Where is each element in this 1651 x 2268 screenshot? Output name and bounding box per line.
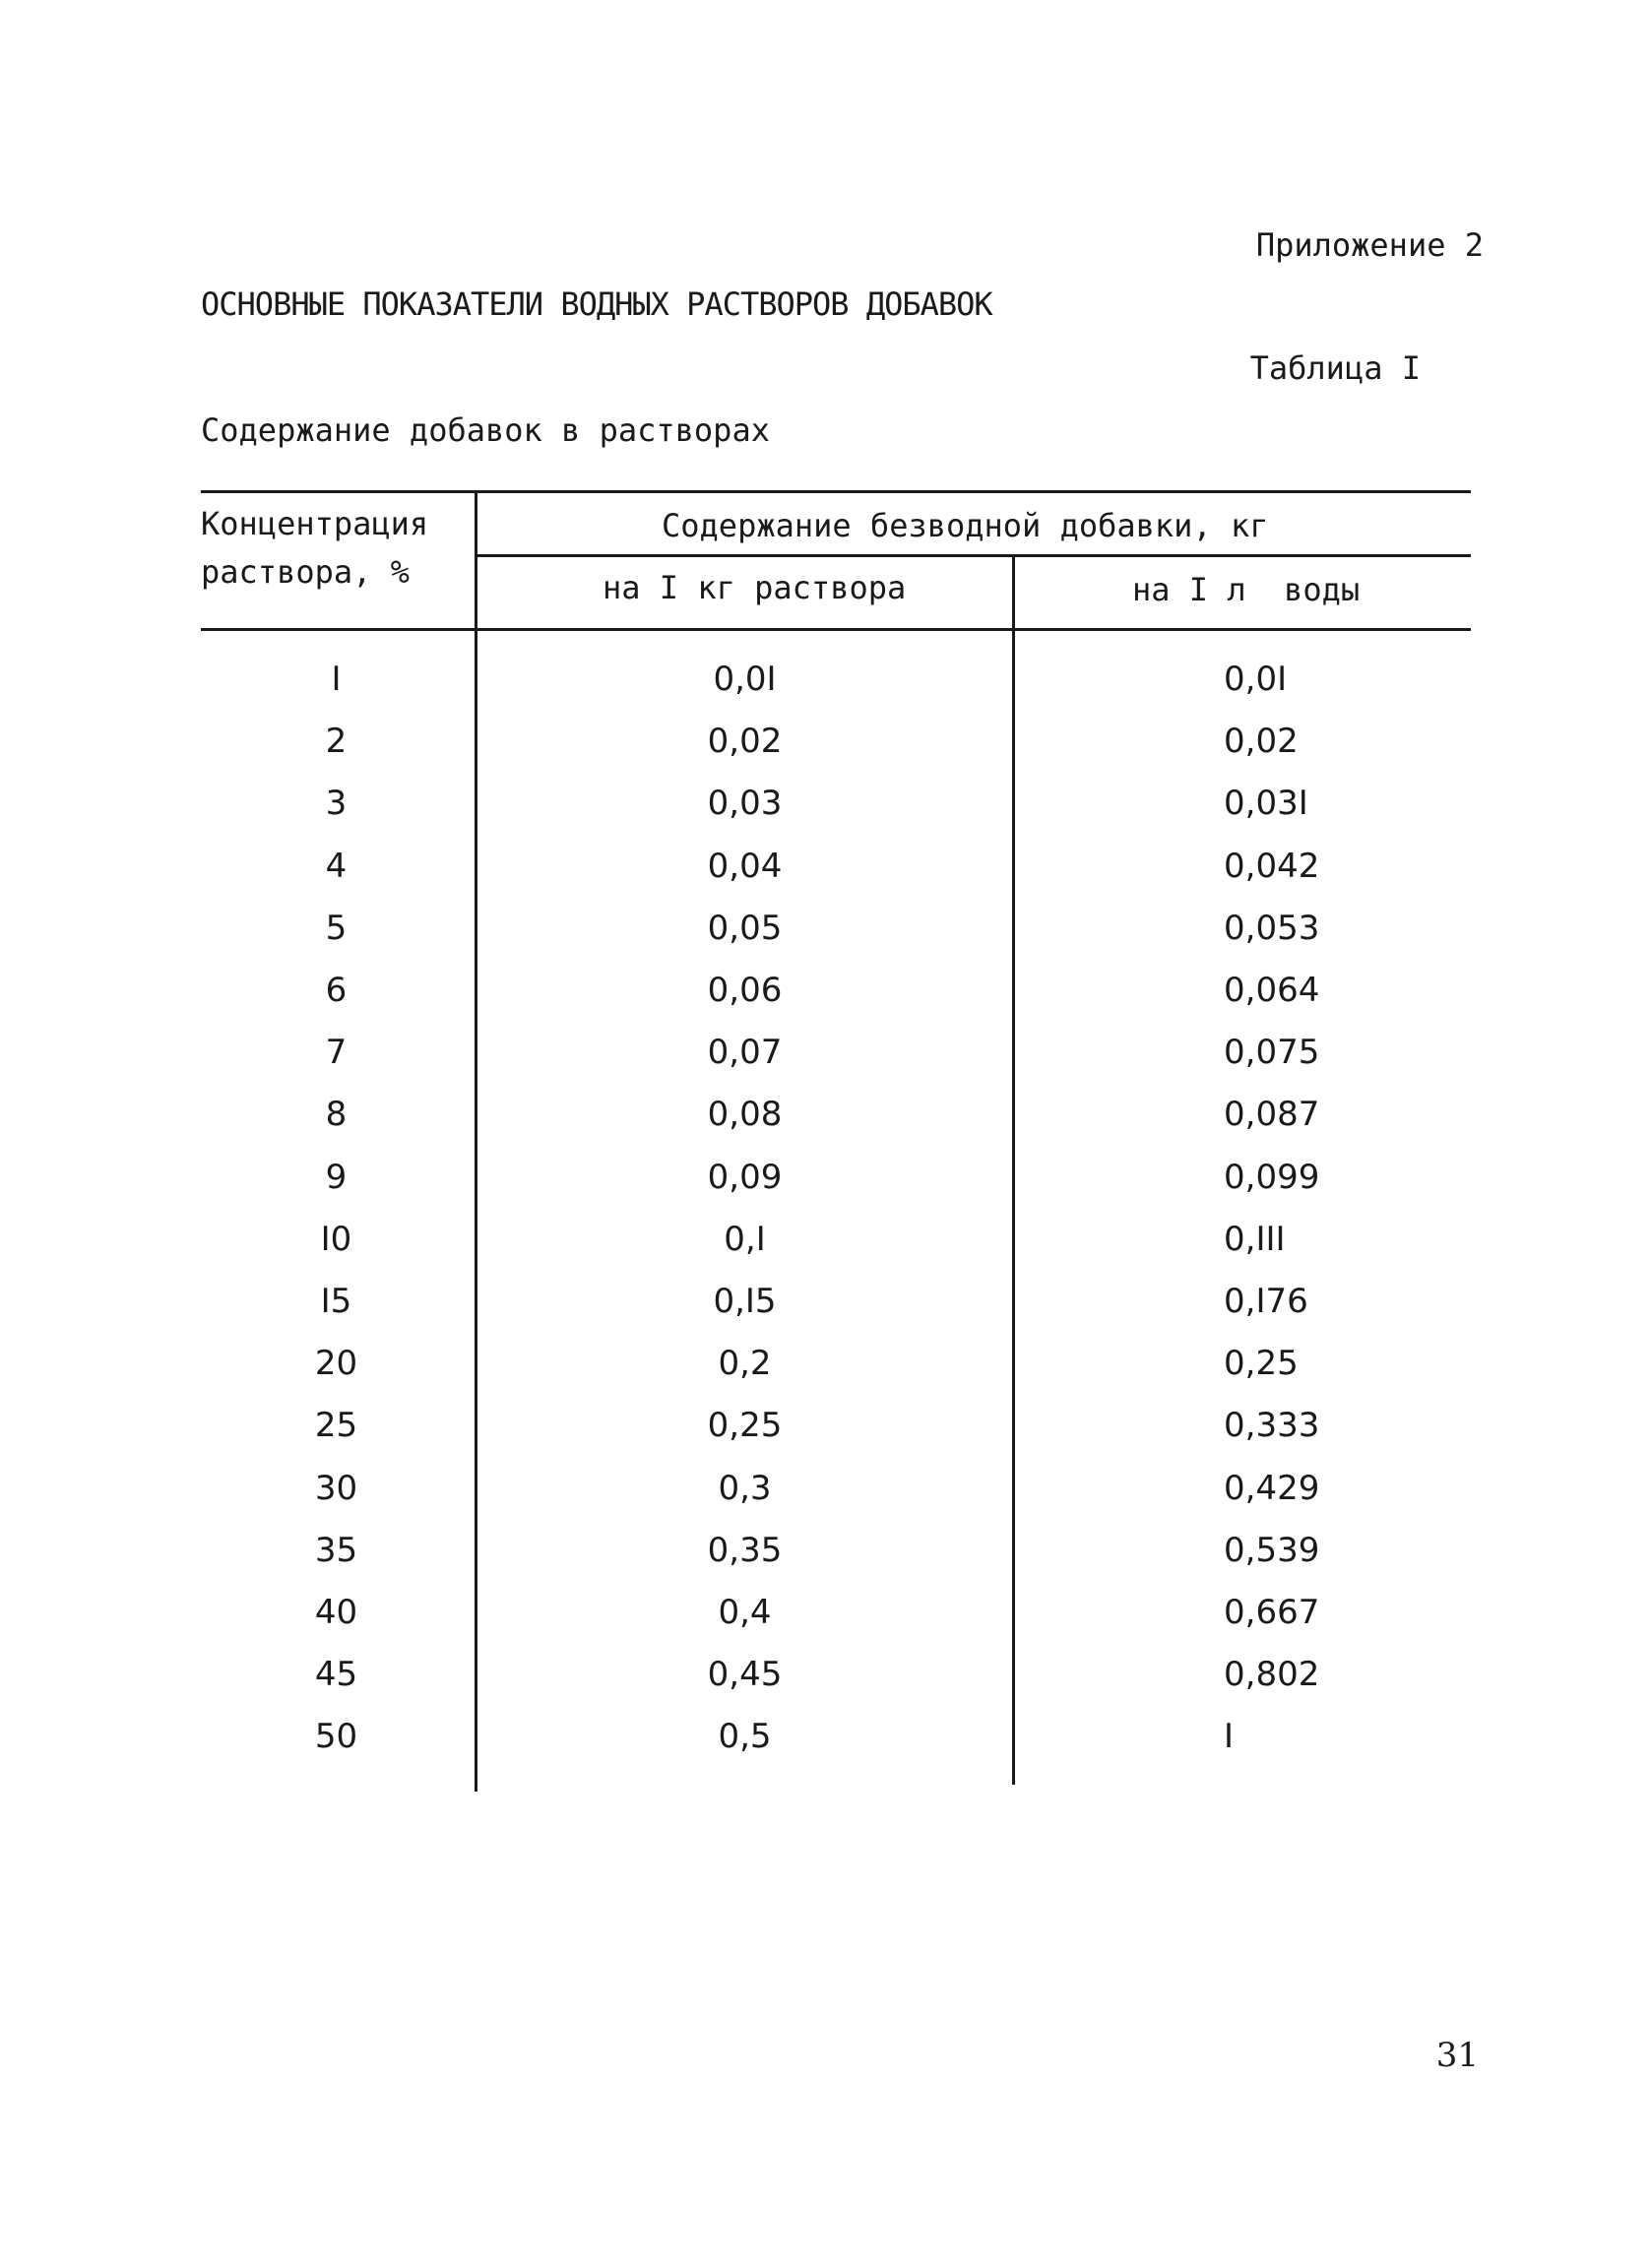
cell-per-liter-water: [1014, 660, 1457, 699]
cell-per-liter-water: [1014, 784, 1457, 823]
group-header: Содержание безводной добавки, кг: [662, 507, 1269, 544]
cell-per-liter-water: [1014, 1717, 1457, 1756]
table-header-bottom-rule: [201, 628, 1471, 631]
cell-per-liter-water: [1014, 722, 1457, 761]
cell-per-liter-water: [1014, 909, 1457, 948]
cell-per-liter-water: [1014, 1406, 1457, 1445]
cell-value: 0,429: [1224, 1469, 1320, 1508]
cell-value: 0,064: [1224, 971, 1320, 1010]
cell-per-kg-solution: 0,I5: [713, 1282, 777, 1321]
cell-per-kg-solution: 0,25: [707, 1406, 783, 1445]
cell-per-liter-water: [1014, 1158, 1457, 1197]
cell-per-liter-water: [1014, 1344, 1457, 1383]
cell-concentration: 40: [314, 1593, 358, 1632]
cell-per-liter-water: [1014, 1033, 1457, 1072]
cell-per-liter-water: [1014, 1095, 1457, 1134]
cell-value: 0,087: [1224, 1095, 1320, 1134]
cell-concentration: 2: [325, 722, 348, 761]
table-top-rule: [201, 490, 1471, 493]
cell-concentration: 6: [325, 971, 348, 1010]
cell-per-liter-water: [1014, 1655, 1457, 1694]
cell-per-liter-water: [1014, 1531, 1457, 1570]
cell-concentration: I: [331, 660, 342, 699]
cell-value: 0,333: [1224, 1406, 1320, 1445]
cell-per-liter-water: [1014, 1469, 1457, 1508]
cell-concentration: 4: [325, 847, 348, 886]
cell-value: 0,25: [1224, 1344, 1299, 1383]
cell-concentration: I0: [320, 1220, 352, 1259]
cell-concentration: 25: [314, 1406, 358, 1445]
cell-concentration: 8: [325, 1095, 348, 1134]
cell-concentration: 30: [314, 1469, 358, 1508]
cell-concentration: 35: [314, 1531, 358, 1570]
cell-concentration: 9: [325, 1158, 348, 1197]
cell-value: 0,667: [1224, 1593, 1320, 1632]
table-number: Таблица I: [1249, 349, 1421, 387]
col1-header-line1: Концентрация: [201, 505, 429, 542]
cell-per-kg-solution: 0,08: [707, 1095, 783, 1134]
page-number: 31: [1435, 2036, 1479, 2075]
cell-per-liter-water: [1014, 971, 1457, 1010]
col2-header: на I кг раствора: [603, 569, 907, 606]
cell-value: I: [1224, 1717, 1235, 1756]
cell-per-kg-solution: 0,07: [707, 1033, 783, 1072]
cell-per-kg-solution: 0,02: [707, 722, 783, 761]
appendix-label: Приложение 2: [1255, 226, 1484, 264]
cell-concentration: 3: [325, 784, 348, 823]
table-caption: Содержание добавок в растворах: [201, 411, 770, 449]
cell-per-kg-solution: 0,I: [724, 1220, 766, 1259]
cell-value: 0,539: [1224, 1531, 1320, 1570]
cell-per-liter-water: [1014, 1220, 1457, 1259]
cell-per-kg-solution: 0,45: [707, 1655, 783, 1694]
cell-value: 0,03I: [1224, 784, 1308, 823]
cell-per-kg-solution: 0,0I: [713, 660, 777, 699]
cell-per-liter-water: [1014, 1282, 1457, 1321]
table-group-rule: [476, 554, 1471, 557]
cell-value: 0,042: [1224, 847, 1320, 886]
cell-per-kg-solution: 0,5: [718, 1717, 772, 1756]
col3-header: на I л воды: [1132, 571, 1361, 608]
cell-value: 0,III: [1224, 1220, 1286, 1259]
cell-value: 0,I76: [1224, 1282, 1308, 1321]
cell-value: 0,0I: [1224, 660, 1288, 699]
page-heading: ОСНОВНЫЕ ПОКАЗАТЕЛИ ВОДНЫХ РАСТВОРОВ ДОБАВОК: [201, 285, 992, 323]
cell-per-liter-water: [1014, 847, 1457, 886]
cell-value: 0,075: [1224, 1033, 1320, 1072]
cell-per-kg-solution: 0,03: [707, 784, 783, 823]
cell-concentration: 7: [325, 1033, 348, 1072]
cell-concentration: 5: [325, 909, 348, 948]
cell-per-kg-solution: 0,35: [707, 1531, 783, 1570]
cell-per-kg-solution: 0,4: [718, 1593, 772, 1632]
col1-header-line2: раствора, %: [201, 553, 410, 591]
cell-per-kg-solution: 0,06: [707, 971, 783, 1010]
cell-concentration: 20: [314, 1344, 358, 1383]
cell-per-kg-solution: 0,05: [707, 909, 783, 948]
cell-concentration: 45: [314, 1655, 358, 1694]
cell-per-kg-solution: 0,3: [718, 1469, 772, 1508]
cell-concentration: I5: [320, 1282, 352, 1321]
cell-value: 0,053: [1224, 909, 1320, 948]
cell-per-kg-solution: 0,2: [718, 1344, 772, 1383]
cell-per-liter-water: [1014, 1593, 1457, 1632]
cell-value: 0,802: [1224, 1655, 1320, 1694]
cell-per-kg-solution: 0,04: [707, 847, 783, 886]
cell-concentration: 50: [314, 1717, 358, 1756]
cell-value: 0,099: [1224, 1158, 1320, 1197]
cell-value: 0,02: [1224, 722, 1299, 761]
cell-per-kg-solution: 0,09: [707, 1158, 783, 1197]
